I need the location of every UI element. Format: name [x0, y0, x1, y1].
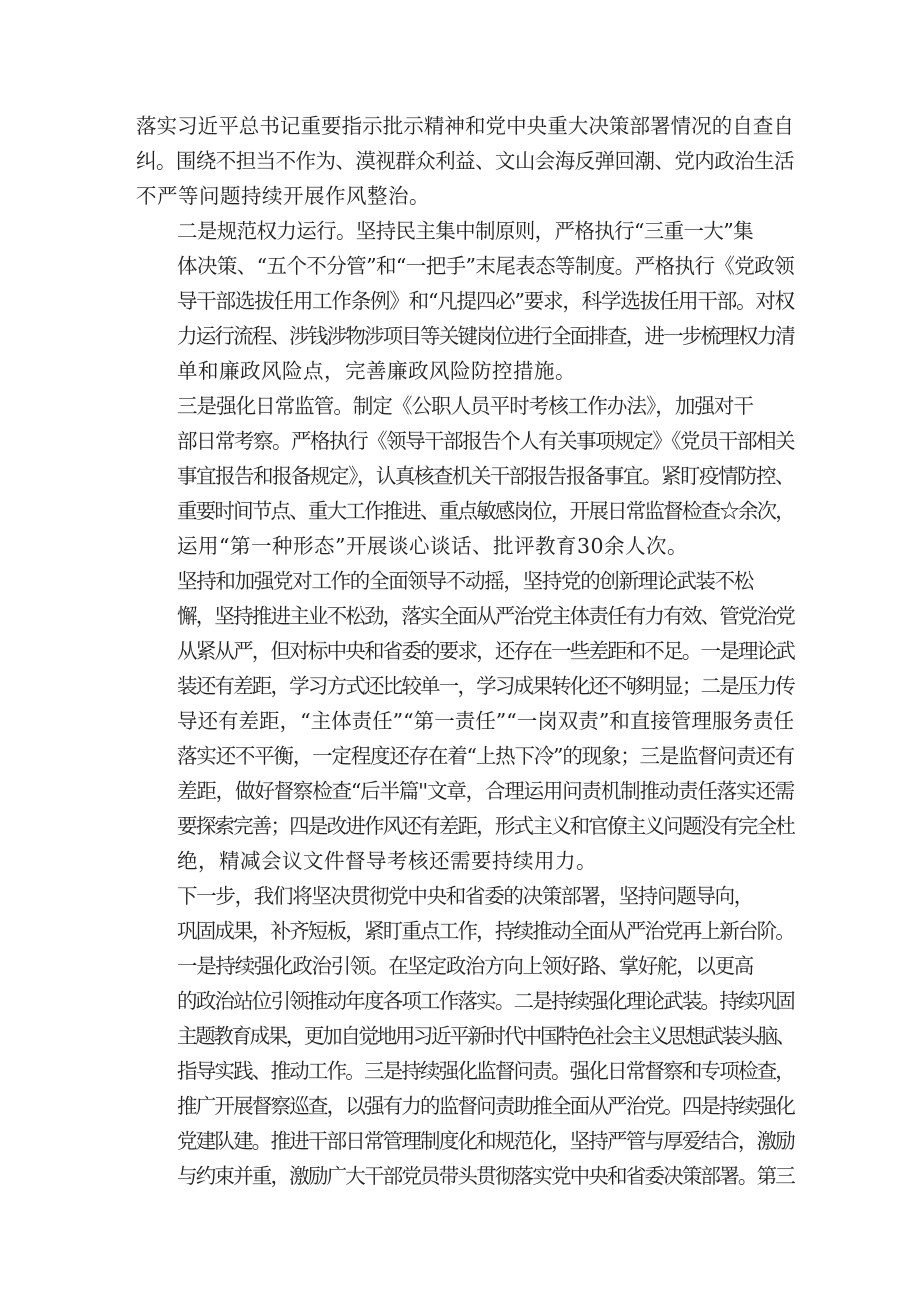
text-line: 落实还不平衡，一定程度还存在着“上热下冷”的现象；三是监督问责还有	[177, 744, 794, 768]
paragraph	[136, 879, 794, 949]
text-line: 指导实践、推动工作。三是持续强化监督问责。强化日常督察和专项检查，	[177, 1059, 794, 1083]
text-line: 二是规范权力运行。坚持民主集中制原则，严格执行“三重一大”集	[177, 219, 753, 243]
text-line: 下一步，我们将坚决贯彻党中央和省委的决策部署，坚持问题导向，	[177, 884, 753, 908]
text-line: 体决策、“五个不分管”和“一把手”末尾表态等制度。严格执行《党政领	[177, 254, 794, 278]
text-line: 运用“第一种形态”开展谈心谈话、批评教育30余人次。	[177, 534, 689, 558]
text-line: 主题教育成果，更加自觉地用习近平新时代中国特色社会主义思想武装头脑、	[177, 1024, 794, 1048]
text-line: 一是持续强化政治引领。在坚定政治方向上领好路、掌好舵，以更高	[177, 954, 753, 978]
text-line: 三是强化日常监管。制定《公职人员平时考核工作办法》，加强对干	[177, 394, 753, 418]
text-line: 党建队建。推进干部日常管理制度化和规范化，坚持严管与厚爱结合，激励	[177, 1129, 794, 1153]
text-line: 绝，精减会议文件督导考核还需要持续用力。	[177, 849, 597, 873]
text-line: 部日常考察。严格执行《领导干部报告个人有关事项规定》《党员干部相关	[177, 429, 794, 453]
text-line: 纠。围绕不担当不作为、漠视群众利益、文山会海反弹回潮、党内政治生活	[136, 149, 794, 173]
paragraph	[136, 949, 794, 1194]
paragraph	[136, 109, 794, 214]
text-line: 导还有差距，“主体责任”“第一责任”“一岗双责”和直接管理服务责任	[177, 709, 794, 733]
text-line: 导干部选拔任用工作条例》和“凡提四必”要求，科学选拔任用干部。对权	[177, 289, 794, 313]
text-line: 装还有差距，学习方式还比较单一，学习成果转化还不够明显；二是压力传	[177, 674, 794, 698]
document-body	[136, 109, 794, 1194]
text-line: 差距，做好督察检查“后半篇''文章，合理运用问责机制推动责任落实还需	[177, 779, 794, 803]
text-line: 懈，坚持推进主业不松劲，落实全面从严治党主体责任有力有效、管党治党	[177, 604, 794, 628]
text-line: 落实习近平总书记重要指示批示精神和党中央重大决策部署情况的自查自	[136, 114, 794, 138]
text-line: 力运行流程、涉钱涉物涉项目等关键岗位进行全面排查，进一步梳理权力清	[177, 324, 794, 348]
text-line: 的政治站位引领推动年度各项工作落实。二是持续强化理论武装。持续巩固	[177, 989, 794, 1013]
text-line: 不严等问题持续开展作风整治。	[136, 184, 430, 208]
paragraph	[136, 214, 794, 389]
text-line: 推广开展督察巡查，以强有力的监督问责助推全面从严治党。四是持续强化	[177, 1094, 794, 1118]
text-line: 重要时间节点、重大工作推进、重点敏感岗位，开展日常监督检查☆余次，	[177, 499, 794, 523]
paragraph	[136, 564, 794, 879]
text-line: 事宜报告和报备规定》，认真核查机关干部报告报备事宜。紧盯疫情防控、	[177, 464, 794, 488]
text-line: 与约束并重，激励广大干部党员带头贯彻落实党中央和省委决策部署。第三	[177, 1164, 794, 1188]
text-line: 坚持和加强党对工作的全面领导不动摇，坚持党的创新理论武装不松	[177, 569, 753, 593]
text-line: 单和廉政风险点，完善廉政风险防控措施。	[177, 359, 576, 383]
text-line: 从紧从严，但对标中央和省委的要求，还存在一些差距和不足。一是理论武	[177, 639, 794, 663]
text-line: 巩固成果，补齐短板，紧盯重点工作，持续推动全面从严治党再上新台阶。	[177, 919, 794, 943]
paragraph	[136, 389, 794, 564]
text-line: 要探索完善；四是改进作风还有差距，形式主义和官僚主义问题没有完全杜	[177, 814, 794, 838]
